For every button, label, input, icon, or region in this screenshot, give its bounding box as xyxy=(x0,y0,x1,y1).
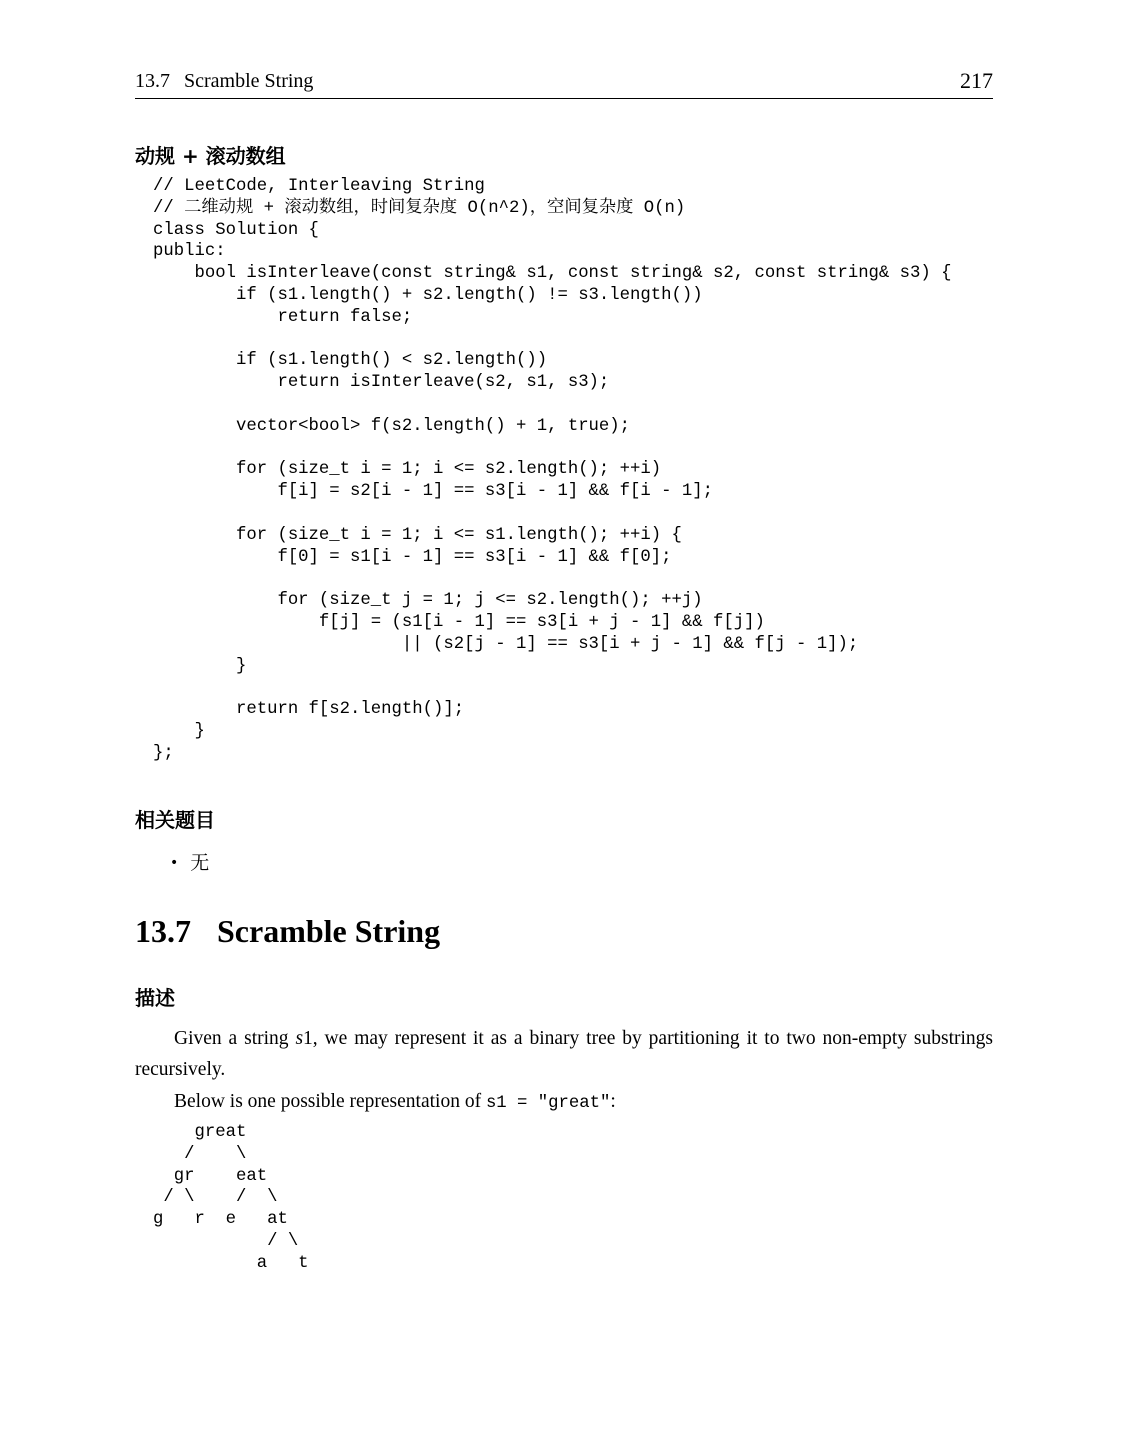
code-line: f[j] = (s1[i - 1] == s3[i + j - 1] && f[j]) xyxy=(153,612,765,632)
code-line xyxy=(153,677,952,699)
tree-line: great xyxy=(153,1123,247,1142)
code-line: // 二维动规 + 滚动数组，时间复杂度 O(n^2)，空间复杂度 O(n) xyxy=(153,198,686,218)
bullet-icon: • xyxy=(170,855,179,871)
header-section xyxy=(135,70,313,93)
code-line: } xyxy=(153,656,247,676)
code-line: if (s1.length() < s2.length()) xyxy=(153,351,548,371)
code-line: return false; xyxy=(153,307,413,327)
code-line: }; xyxy=(153,743,174,763)
code-line xyxy=(153,438,952,460)
description-paragraph-1 xyxy=(135,1023,993,1085)
tree-line: / \ xyxy=(153,1144,247,1164)
tree-line: g r e at xyxy=(153,1210,288,1230)
p1-var: s xyxy=(295,1028,304,1049)
code-line: return isInterleave(s2, s1, s3); xyxy=(153,373,610,393)
tree-line: gr eat xyxy=(153,1166,268,1186)
code-block xyxy=(153,176,952,765)
tree-line: / \ / \ xyxy=(153,1188,278,1208)
section-number: 13.7 xyxy=(135,913,191,949)
code-line xyxy=(153,503,952,525)
tree-line: / \ xyxy=(153,1231,299,1251)
code-line: f[0] = s1[i - 1] == s3[i - 1] && f[0]; xyxy=(153,547,672,567)
list-item xyxy=(170,848,209,875)
code-line xyxy=(153,394,952,416)
code-line: bool isInterleave(const string& s1, const string& s2, const string& s3) { xyxy=(153,264,952,284)
binary-tree-diagram xyxy=(153,1122,309,1275)
code-line: vector<bool> f(s2.length() + 1, true); xyxy=(153,416,631,436)
section-title-text: Scramble String xyxy=(217,913,441,949)
code-line: for (size_t i = 1; i <= s2.length(); ++i) xyxy=(153,460,662,480)
header-section-number: 13.7 xyxy=(135,70,170,92)
code-line: } xyxy=(153,721,205,741)
tree-line: a t xyxy=(153,1253,309,1273)
code-line xyxy=(153,568,952,590)
description-heading: 描述 xyxy=(135,986,175,1010)
p2-code: s1 = "great" xyxy=(485,1094,611,1113)
code-line: for (size_t j = 1; j <= s2.length(); ++j) xyxy=(153,591,703,611)
p2-before: Below is one possible representation of xyxy=(174,1091,486,1112)
description-paragraph-2 xyxy=(135,1086,993,1119)
related-heading: 相关题目 xyxy=(135,808,215,832)
code-line: if (s1.length() + s2.length() != s3.length()) xyxy=(153,285,703,305)
code-line: class Solution { xyxy=(153,220,319,240)
code-line: public: xyxy=(153,242,226,262)
code-line xyxy=(153,329,952,351)
header-section-title: Scramble String xyxy=(184,70,314,92)
related-list xyxy=(170,848,209,875)
code-line: for (size_t i = 1; i <= s1.length(); ++i) { xyxy=(153,525,682,545)
code-line: || (s2[j - 1] == s3[i + j - 1] && f[j - 1]); xyxy=(153,634,859,654)
p2-after: : xyxy=(610,1091,616,1112)
section-title xyxy=(135,913,440,950)
dp-heading: 动规 + 滚动数组 xyxy=(135,144,286,168)
related-item-text: 无 xyxy=(190,852,210,874)
code-line: return f[s2.length()]; xyxy=(153,700,465,720)
p1-var-suffix: 1 xyxy=(303,1028,313,1049)
running-header xyxy=(135,70,993,99)
p1-before: Given a string xyxy=(174,1028,296,1049)
code-line: f[i] = s2[i - 1] == s3[i - 1] && f[i - 1]; xyxy=(153,482,714,502)
p1-after: , we may represent it as a binary tree by partitioning it to two non-empty substrings recursively. xyxy=(135,1028,993,1080)
code-line: // LeetCode, Interleaving String xyxy=(153,177,485,196)
page-number: 217 xyxy=(960,68,993,93)
